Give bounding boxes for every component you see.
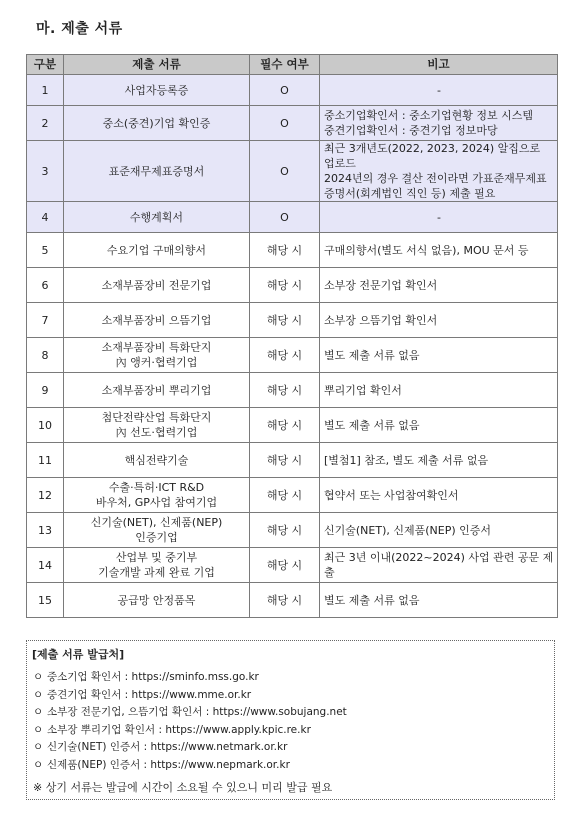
list-item — [33, 687, 347, 705]
cell-document — [64, 268, 250, 303]
document-line: 소재부품장비 전문기업 — [101, 278, 212, 292]
cell-category: 13 — [27, 513, 64, 548]
cell-required: 해당 시 — [250, 338, 320, 373]
remarks-line: 별도 제출 서류 없음 — [324, 348, 420, 362]
table-header-row — [27, 55, 558, 75]
table-row — [27, 373, 558, 408]
document-line: 소재부품장비 으뜸기업 — [101, 313, 212, 327]
cell-remarks — [320, 268, 558, 303]
cell-document — [64, 202, 250, 233]
table-row — [27, 583, 558, 618]
cell-document — [64, 338, 250, 373]
cell-required: O — [250, 75, 320, 106]
bullet-icon: ㅇ — [33, 688, 44, 701]
table-row — [27, 233, 558, 268]
cell-document — [64, 141, 250, 202]
submission-documents-table — [26, 54, 558, 618]
table-row — [27, 268, 558, 303]
document-line: 산업부 및 중기부 — [115, 551, 198, 564]
document-line: 수행계획서 — [129, 210, 184, 224]
table-row — [27, 513, 558, 548]
cell-required: 해당 시 — [250, 583, 320, 618]
cell-category: 14 — [27, 548, 64, 583]
remarks-line: 협약서 또는 사업참여확인서 — [324, 488, 459, 502]
cell-category: 1 — [27, 75, 64, 106]
cell-required: 해당 시 — [250, 548, 320, 583]
cell-required: 해당 시 — [250, 268, 320, 303]
cell-required: 해당 시 — [250, 373, 320, 408]
cell-category: 5 — [27, 233, 64, 268]
remarks-line: 최근 3년 이내(2022~2024) 사업 관련 공문 제출 — [324, 551, 554, 579]
table-row — [27, 106, 558, 141]
table-row — [27, 75, 558, 106]
cell-category: 7 — [27, 303, 64, 338]
bullet-icon: ㅇ — [33, 723, 44, 736]
remarks-line: - — [437, 210, 441, 224]
document-line: 인증기업 — [135, 531, 178, 544]
cell-required: O — [250, 106, 320, 141]
remarks-line: [별첨1] 참조, 별도 제출 서류 없음 — [324, 453, 489, 467]
document-line: 중소(중견)기업 확인증 — [102, 116, 211, 130]
document-line: 첨단전략산업 특화단지 — [101, 411, 212, 424]
cell-remarks — [320, 443, 558, 478]
cell-document — [64, 303, 250, 338]
cell-required: 해당 시 — [250, 443, 320, 478]
issuer-text: 신기술(NET) 인증서 : https://www.netmark.or.kr — [47, 741, 288, 753]
document-line: 수요기업 구매의향서 — [106, 243, 207, 257]
cell-category: 10 — [27, 408, 64, 443]
issuer-text: 소부장 뿌리기업 확인서 : https://www.apply.kpic.re.kr — [47, 723, 311, 736]
remarks-line: 최근 3개년도(2022, 2023, 2024) 알집으로 업로드 — [324, 142, 541, 170]
table-row — [27, 141, 558, 202]
document-line: 핵심전략기술 — [124, 453, 189, 467]
document-line: 內 앵커·협력기업 — [115, 356, 198, 369]
remarks-line: 중견기업확인서 : 중견기업 정보마당 — [324, 124, 498, 137]
list-item — [33, 722, 347, 740]
remarks-line: 소부장 으뜸기업 확인서 — [324, 313, 438, 327]
document-line: 소재부품장비 뿌리기업 — [101, 383, 212, 397]
remarks-line: 별도 제출 서류 없음 — [324, 418, 420, 432]
cell-remarks — [320, 338, 558, 373]
document-line: 소재부품장비 특화단지 — [101, 341, 212, 354]
remarks-line: 증명서(회계법인 직인 등) 제출 필요 — [324, 187, 496, 200]
header-required: 필수 여부 — [250, 55, 320, 75]
issuers-note: ※ 상기 서류는 발급에 시간이 소요될 수 있으니 미리 발급 필요 — [33, 781, 333, 794]
remarks-line: 신기술(NET), 신제품(NEP) 인증서 — [324, 523, 491, 537]
cell-remarks — [320, 478, 558, 513]
header-category: 구분 — [27, 55, 64, 75]
issuer-text: 중견기업 확인서 : https://www.mme.or.kr — [47, 688, 252, 701]
cell-remarks — [320, 408, 558, 443]
cell-remarks — [320, 106, 558, 141]
table-row — [27, 443, 558, 478]
cell-remarks — [320, 75, 558, 106]
cell-document — [64, 513, 250, 548]
table-row — [27, 338, 558, 373]
cell-document — [64, 106, 250, 141]
cell-required: 해당 시 — [250, 303, 320, 338]
cell-remarks — [320, 373, 558, 408]
list-item — [33, 739, 347, 757]
cell-category: 12 — [27, 478, 64, 513]
cell-required: 해당 시 — [250, 513, 320, 548]
cell-remarks — [320, 303, 558, 338]
cell-required: 해당 시 — [250, 233, 320, 268]
list-item — [33, 704, 347, 722]
remarks-line: 구매의향서(별도 서식 없음), MOU 문서 등 — [324, 243, 529, 257]
remarks-line: - — [437, 83, 441, 97]
document-line: 표준재무제표증명서 — [108, 164, 205, 178]
cell-category: 3 — [27, 141, 64, 202]
remarks-line: 별도 제출 서류 없음 — [324, 593, 420, 607]
cell-document — [64, 408, 250, 443]
document-line: 內 선도·협력기업 — [115, 426, 198, 439]
table-row — [27, 408, 558, 443]
remarks-line: 2024년의 경우 결산 전이라면 가표준재무제표 — [324, 172, 547, 185]
table-body — [27, 75, 558, 618]
cell-document — [64, 233, 250, 268]
document-line: 공급망 안정품목 — [117, 593, 196, 607]
cell-remarks — [320, 202, 558, 233]
document-line: 기술개발 과제 완료 기업 — [98, 566, 215, 579]
issuer-text: 신제품(NEP) 인증서 : https://www.nepmark.or.kr — [47, 758, 290, 771]
list-item — [33, 757, 347, 775]
cell-required: O — [250, 202, 320, 233]
bullet-icon: ㅇ — [33, 706, 44, 718]
issuer-text: 소부장 전문기업, 으뜸기업 확인서 : https://www.sobujang.net — [47, 706, 347, 718]
cell-document — [64, 443, 250, 478]
cell-document — [64, 583, 250, 618]
issuers-list — [33, 669, 347, 774]
bullet-icon: ㅇ — [33, 671, 44, 683]
cell-remarks — [320, 141, 558, 202]
table-row — [27, 478, 558, 513]
cell-category: 6 — [27, 268, 64, 303]
document-line: 사업자등록증 — [124, 83, 189, 97]
cell-category: 8 — [27, 338, 64, 373]
document-line: 신기술(NET), 신제품(NEP) — [90, 516, 223, 529]
cell-required: O — [250, 141, 320, 202]
cell-remarks — [320, 583, 558, 618]
cell-document — [64, 548, 250, 583]
cell-remarks — [320, 513, 558, 548]
header-document: 제출 서류 — [64, 55, 250, 75]
table-row — [27, 202, 558, 233]
cell-document — [64, 75, 250, 106]
table-row — [27, 548, 558, 583]
cell-category: 2 — [27, 106, 64, 141]
cell-required: 해당 시 — [250, 478, 320, 513]
cell-category: 15 — [27, 583, 64, 618]
cell-category: 4 — [27, 202, 64, 233]
header-remarks: 비고 — [320, 55, 558, 75]
cell-remarks — [320, 233, 558, 268]
cell-category: 11 — [27, 443, 64, 478]
remarks-line: 소부장 전문기업 확인서 — [324, 278, 438, 292]
cell-document — [64, 373, 250, 408]
remarks-line: 뿌리기업 확인서 — [324, 383, 402, 397]
document-line: 수출·특허·ICT R&D — [108, 481, 205, 494]
section-title: 마. 제출 서류 — [36, 21, 123, 37]
issuer-text: 중소기업 확인서 : https://sminfo.mss.go.kr — [47, 671, 259, 683]
list-item — [33, 669, 347, 687]
table-row — [27, 303, 558, 338]
document-line: 바우처, GP사업 참여기업 — [95, 496, 218, 509]
cell-required: 해당 시 — [250, 408, 320, 443]
remarks-line: 중소기업확인서 : 중소기업현황 정보 시스템 — [324, 109, 533, 122]
bullet-icon: ㅇ — [33, 758, 44, 771]
bullet-icon: ㅇ — [33, 741, 44, 753]
cell-remarks — [320, 548, 558, 583]
cell-document — [64, 478, 250, 513]
issuers-title: [제출 서류 발급처] — [32, 648, 125, 661]
cell-category: 9 — [27, 373, 64, 408]
issuers-box — [26, 640, 555, 800]
